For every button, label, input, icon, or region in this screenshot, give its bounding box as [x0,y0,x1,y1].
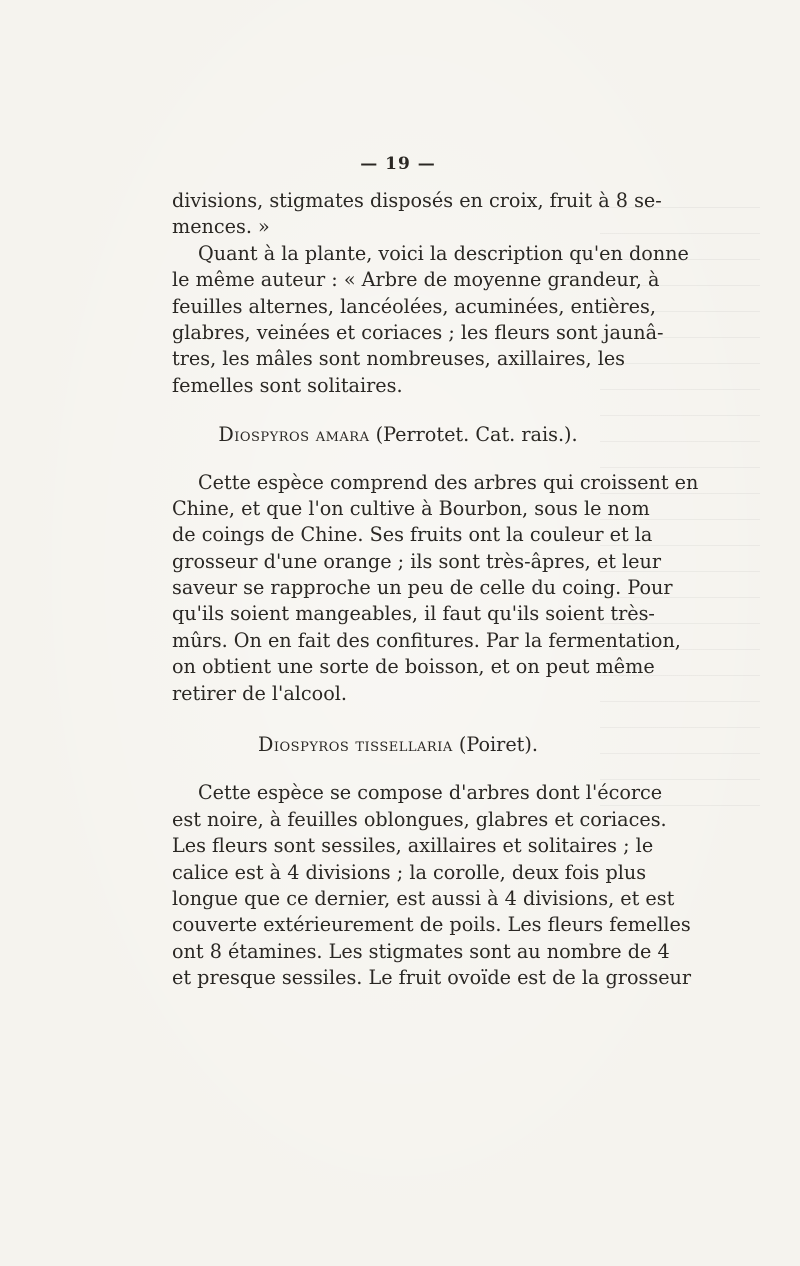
species-heading-tissellaria [172,732,624,758]
text-line: saveur se rapproche un peu de celle du coing. Pour [172,576,673,600]
text-line: mences. » [172,215,270,239]
species-heading-amara [172,422,624,448]
text-line: Cette espèce se compose d'arbres dont l'écorce [198,781,663,805]
text-line: tres, les mâles sont nombreuses, axillaires, les [172,347,626,371]
text-line: ont 8 étamines. Les stigmates sont au nombre de 4 [172,939,670,963]
text-line: grosseur d'une orange ; ils sont très-âpres, et leur [172,549,662,573]
text-line: longue que ce dernier, est aussi à 4 divisions, et est [172,886,675,910]
text-line: mûrs. On en fait des confitures. Par la fermentation, [172,628,681,652]
paragraph-1 [172,188,662,241]
paragraph-2 [172,241,689,399]
spacer [172,758,624,780]
heading-author: (Poiret). [458,733,538,757]
spacer [172,399,624,422]
heading-genus: Diospyros [258,733,350,757]
text-line: calice est à 4 divisions ; la corolle, deux fois plus [172,860,647,884]
paragraph-3 [172,470,699,708]
spacer [172,707,624,732]
text-line: qu'ils soient mangeables, il faut qu'ils soient très- [172,602,655,626]
heading-species: tissellaria [355,733,453,757]
text-line: Chine, et que l'on cultive à Bourbon, sous le nom [172,496,650,520]
text-line: Cette espèce comprend des arbres qui croissent en [198,470,699,494]
text-line: femelles sont solitaires. [172,373,403,397]
text-line: on obtient une sorte de boisson, et on peut même [172,655,655,679]
heading-genus: Diospyros [218,423,310,447]
paragraph-4 [172,780,692,991]
heading-author: (Perrotet. Cat. rais.). [375,423,578,447]
heading-species: amara [315,423,370,447]
text-line: Les fleurs sont sessiles, axillaires et solitaires ; le [172,834,654,858]
text-line: est noire, à feuilles oblongues, glabres et coriaces. [172,807,667,831]
text-line: le même auteur : « Arbre de moyenne grandeur, à [172,268,660,292]
text-line: Quant à la plante, voici la description qu'en donne [198,241,689,265]
page-number: — 19 — [360,154,436,174]
text-line: glabres, veinées et coriaces ; les fleurs sont jaunâ- [172,320,664,344]
page-text-block [172,150,699,992]
text-line: retirer de l'alcool. [172,681,347,705]
text-line: de coings de Chine. Ses fruits ont la couleur et la [172,523,653,547]
text-line: et presque sessiles. Le fruit ovoïde est de la grosseur [172,966,692,990]
text-line: divisions, stigmates disposés en croix, fruit à 8 se- [172,189,662,212]
spacer [172,449,624,470]
text-line: couverte extérieurement de poils. Les fleurs femelles [172,913,691,937]
text-line: feuilles alternes, lancéolées, acuminées, entières, [172,294,656,318]
